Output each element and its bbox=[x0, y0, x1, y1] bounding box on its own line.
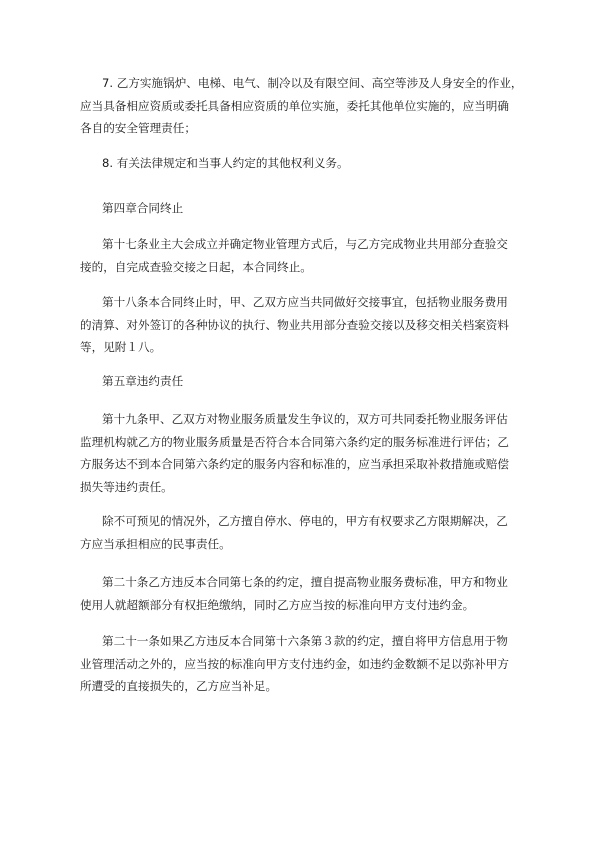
text-line: 损失等违约责任。 bbox=[80, 479, 173, 494]
paragraph-article-17 bbox=[80, 233, 532, 278]
text-line: 除不可预见的情况外，乙方擅自停水、停电的，甲方有权要求乙方限期解决，乙 bbox=[102, 514, 508, 528]
paragraph-item-7 bbox=[80, 72, 532, 140]
paragraph-article-21 bbox=[80, 630, 532, 698]
chapter-4-heading: 第四章合同终止 bbox=[102, 201, 184, 215]
paragraph-article-18 bbox=[80, 291, 532, 359]
paragraph-service-interruption bbox=[80, 510, 532, 555]
text-line: 业管理活动之外的，应当按的标准向甲方支付违约金，如违约金数额不足以弥补甲方 bbox=[80, 656, 509, 671]
text-line: 方服务达不到本合同第六条约定的服务内容和标准的，应当承担采取补救措施或赔偿 bbox=[80, 457, 509, 471]
text-line: 各自的安全管理责任； bbox=[80, 121, 196, 135]
text-line: 监理机构就乙方的物业服务质量是否符合本合同第六条约定的服务标准进行评估；乙 bbox=[80, 434, 509, 449]
paragraph-item-8 bbox=[80, 152, 532, 175]
text-line: 接的，自完成查验交接之日起，本合同终止。 bbox=[80, 259, 312, 274]
text-line: 方应当承担相应的民事责任。 bbox=[80, 536, 231, 551]
text-line: 第十九条甲、乙双方对物业服务质量发生争议的，双方可共同委托物业服务评估 bbox=[102, 412, 508, 426]
text-line: 第十八条本合同终止时，甲、乙双方应当共同做好交接事宜，包括物业服务费用 bbox=[102, 295, 508, 309]
text-line: 8. 有关法律规定和当事人约定的其他权利义务。 bbox=[102, 156, 349, 170]
text-line: 应当具备相应资质或委托具备相应资质的单位实施，委托其他单位实施的，应当明确 bbox=[80, 98, 509, 113]
chapter-5-heading: 第五章违约责任 bbox=[102, 374, 184, 388]
text-line: 7. 乙方实施锅炉、电梯、电气、制冷以及有限空间、高空等涉及人身安全的作业， bbox=[102, 76, 523, 90]
text-line: 的清算、对外签订的各种协议的执行、物业共用部分查验交接以及移交相关档案资料 bbox=[80, 317, 509, 332]
text-line: 使用人就超额部分有权拒绝缴纳，同时乙方应当按的标准向甲方支付违约金。 bbox=[80, 597, 475, 612]
text-line: 所遭受的直接损失的，乙方应当补足。 bbox=[80, 679, 278, 693]
text-line: 第二十一条如果乙方违反本合同第十六条第３款的约定，擅自将甲方信息用于物 bbox=[102, 634, 508, 648]
paragraph-article-20 bbox=[80, 571, 532, 616]
paragraph-article-19 bbox=[80, 408, 532, 498]
text-line: 第十七条业主大会成立并确定物业管理方式后，与乙方完成物业共用部分查验交 bbox=[102, 237, 508, 251]
text-line: 等，见附１八。 bbox=[80, 340, 162, 354]
text-line: 第二十条乙方违反本合同第七条的约定，擅自提高物业服务费标准，甲方和物业 bbox=[102, 575, 508, 589]
